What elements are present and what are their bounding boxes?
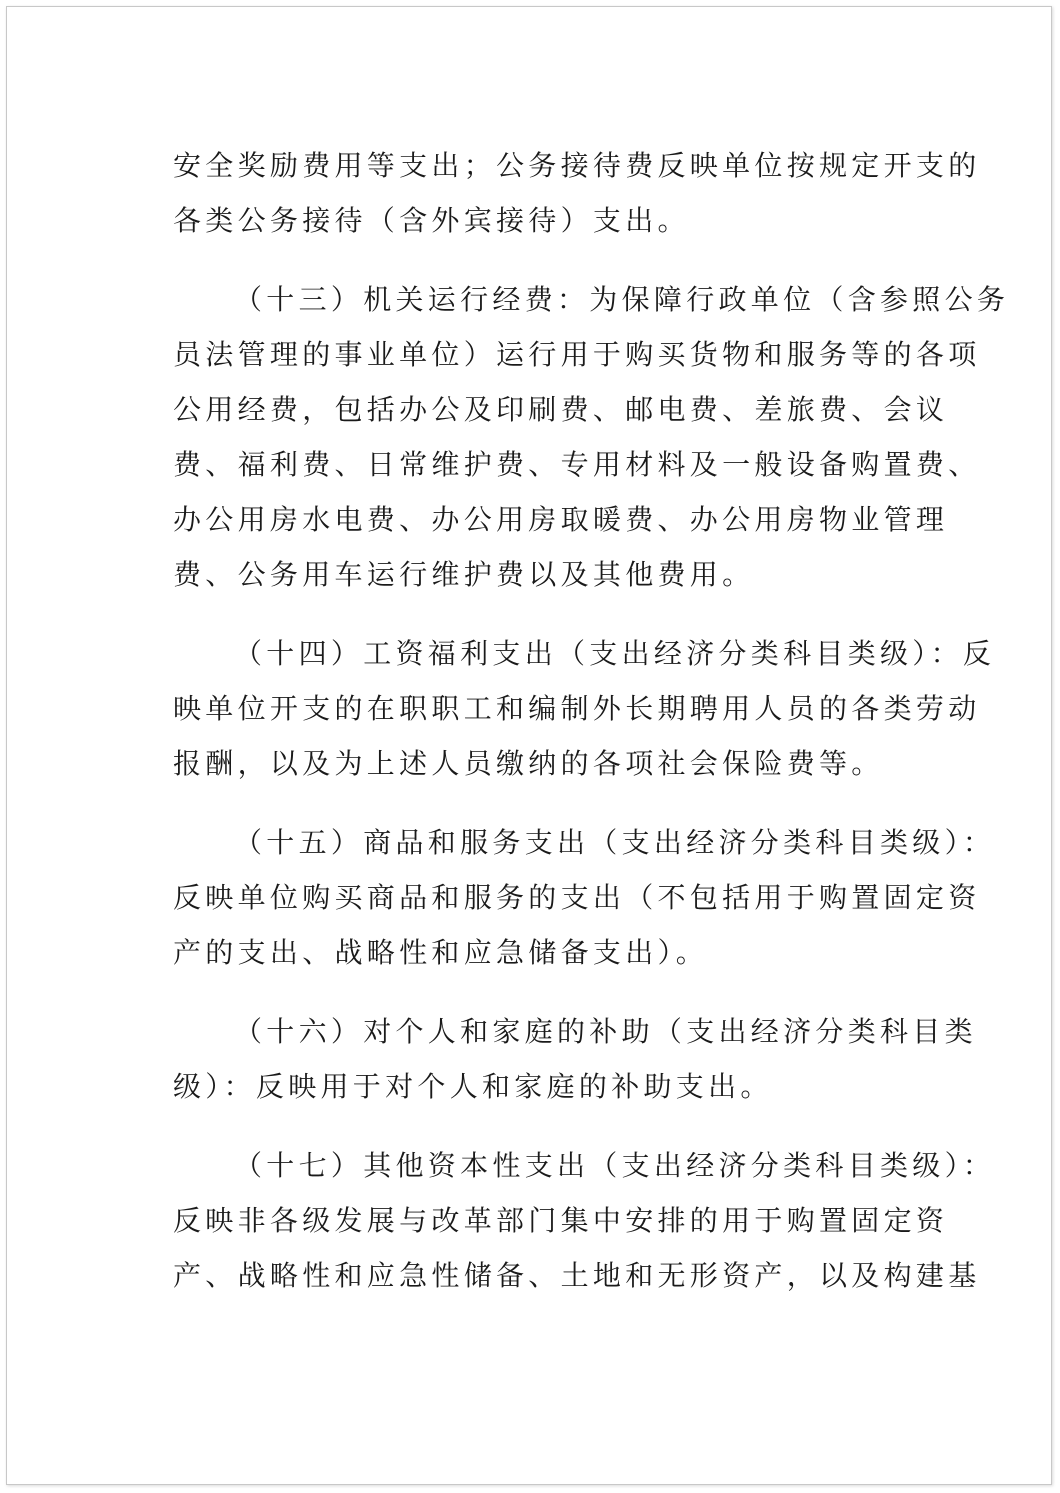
text-line: 报酬，以及为上述人员缴纳的各项社会保险费等。 — [173, 747, 884, 780]
paragraph-16 — [173, 1004, 977, 1114]
paragraph-heading-line: （十五）商品和服务支出（支出经济分类科目类级）： — [234, 826, 996, 859]
document-page — [6, 6, 1052, 1485]
paragraph-heading-line: （十三）机关运行经费：为保障行政单位（含参照公务 — [234, 283, 1010, 316]
text-line: 各类公务接待（含外宾接待）支出。 — [173, 204, 690, 237]
text-line: 办公用房水电费、办公用房取暖费、办公用房物业管理 — [173, 503, 949, 536]
text-line: 反映非各级发展与改革部门集中安排的用于购置固定资 — [173, 1204, 949, 1237]
text-line: 映单位开支的在职职工和编制外长期聘用人员的各类劳动 — [173, 692, 981, 725]
text-line: 安全奖励费用等支出；公务接待费反映单位按规定开支的 — [173, 149, 981, 182]
paragraph-17 — [173, 1138, 996, 1303]
text-line: 费、福利费、日常维护费、专用材料及一般设备购置费、 — [173, 448, 981, 481]
text-line: 反映单位购买商品和服务的支出（不包括用于购置固定资 — [173, 881, 981, 914]
text-line: 费、公务用车运行维护费以及其他费用。 — [173, 558, 755, 591]
paragraph-12-continued — [173, 138, 981, 248]
document-body — [173, 138, 1010, 1303]
paragraph-heading-line: （十七）其他资本性支出（支出经济分类科目类级）： — [234, 1149, 996, 1182]
text-line: 员法管理的事业单位）运行用于购买货物和服务等的各项 — [173, 338, 981, 371]
paragraph-heading-line: （十六）对个人和家庭的补助（支出经济分类科目类 — [234, 1015, 977, 1048]
text-line: 级）：反映用于对个人和家庭的补助支出。 — [173, 1070, 773, 1103]
text-line: 公用经费，包括办公及印刷费、邮电费、差旅费、会议 — [173, 393, 949, 426]
paragraph-15 — [173, 815, 996, 980]
paragraph-14 — [173, 626, 996, 791]
text-line: 产的支出、战略性和应急储备支出）。 — [173, 936, 709, 969]
paragraph-heading-line: （十四）工资福利支出（支出经济分类科目类级）：反 — [234, 637, 996, 670]
paragraph-13 — [173, 272, 1010, 602]
text-line: 产、战略性和应急性储备、土地和无形资产，以及构建基 — [173, 1259, 981, 1292]
